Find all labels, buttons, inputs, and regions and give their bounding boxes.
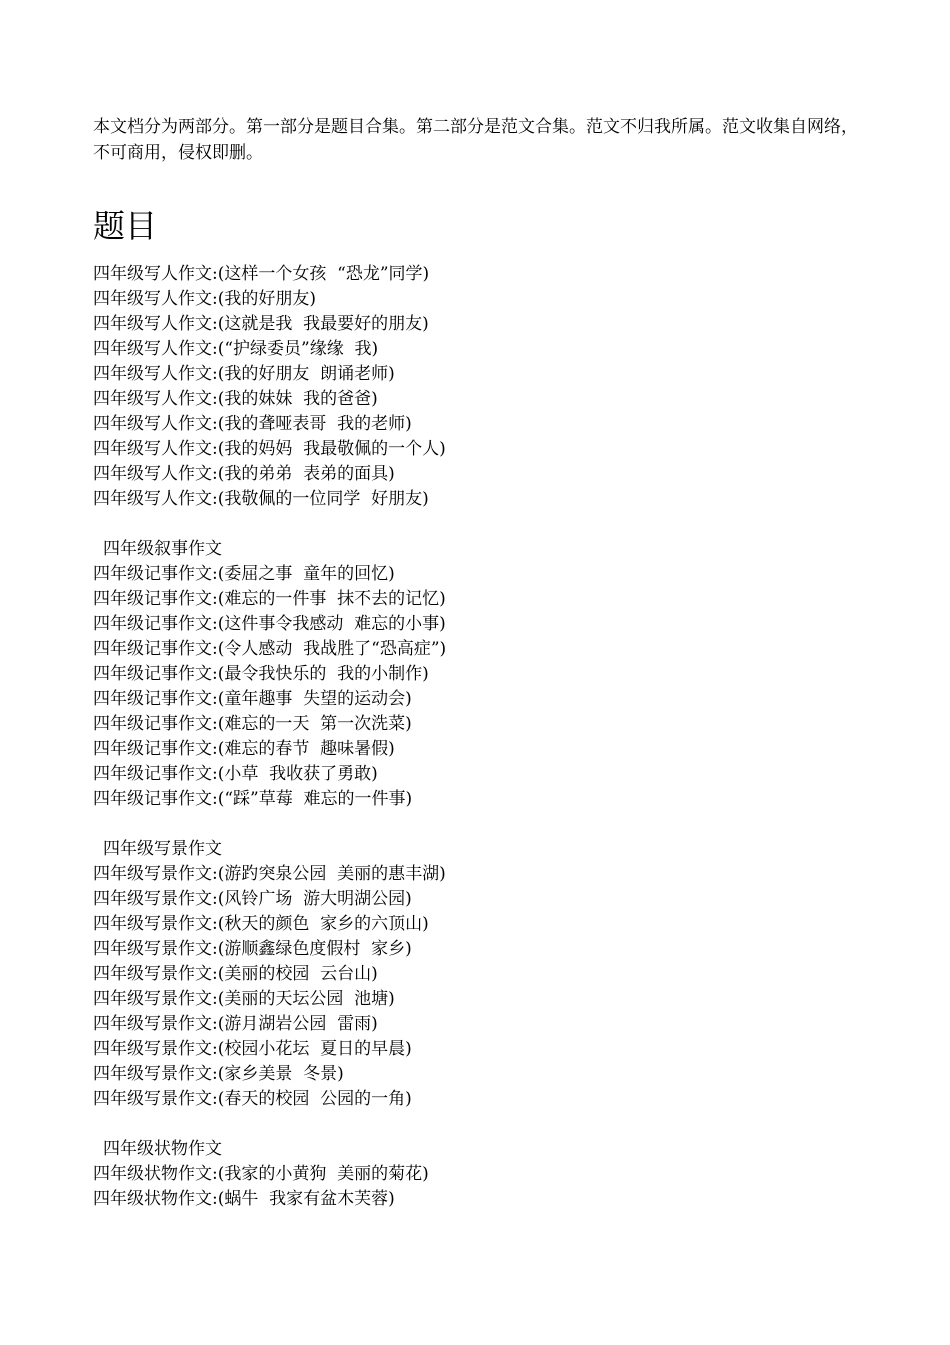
topic-line: 四年级记事作文:(小草 我收获了勇敢) [93,764,378,784]
section-title: 四年级叙事作文 [103,539,222,559]
topic-line: 四年级写人作文:(我的好朋友) [93,289,316,309]
topic-line: 四年级写人作文:(我敬佩的一位同学 好朋友) [93,489,429,509]
topic-line: 四年级记事作文:(这件事令我感动 难忘的小事) [93,614,446,634]
topic-line: 四年级写景作文:(游顺鑫绿色度假村 家乡) [93,939,412,959]
topic-line: 四年级写景作文:(游趵突泉公园 美丽的惠丰湖) [93,864,446,884]
topic-line: 四年级记事作文:(难忘的一件事 抹不去的记忆) [93,589,446,609]
topic-line: 四年级写景作文:(家乡美景 冬景) [93,1064,344,1084]
topic-line: 四年级写景作文:(春天的校园 公园的一角) [93,1089,412,1109]
topic-line: 四年级写景作文:(风铃广场 游大明湖公园) [93,889,412,909]
topic-line: 四年级记事作文:(“踩”草莓 难忘的一件事) [93,789,413,809]
topic-line: 四年级记事作文:(令人感动 我战胜了“恐高症”) [93,639,447,659]
section-title: 四年级状物作文 [103,1139,222,1159]
topic-line: 四年级写景作文:(游月湖岩公园 雷雨) [93,1014,378,1034]
topic-line: 四年级写人作文:(我的妹妹 我的爸爸) [93,389,378,409]
topic-line: 四年级记事作文:(最令我快乐的 我的小制作) [93,664,429,684]
topic-line: 四年级写人作文:(我的聋哑表哥 我的老师) [93,414,412,434]
topic-section [93,837,893,1112]
topic-line: 四年级状物作文:(蜗牛 我家有盆木芙蓉) [93,1189,395,1209]
topic-line: 四年级写景作文:(秋天的颜色 家乡的六顶山) [93,914,429,934]
intro-paragraph: 本文档分为两部分。第一部分是题目合集。第二部分是范文合集。范文不归我所属。范文收集自网络，不可商用，侵权即删。 [93,117,858,163]
topic-list [93,262,893,1237]
topic-line: 四年级记事作文:(委屈之事 童年的回忆) [93,564,395,584]
topic-line: 四年级记事作文:(难忘的一天 第一次洗菜) [93,714,412,734]
topic-section [93,1137,893,1212]
topic-line: 四年级写景作文:(校园小花坛 夏日的早晨) [93,1039,412,1059]
section-title: 四年级写景作文 [103,839,222,859]
topic-section [93,262,893,512]
topic-line: 四年级记事作文:(童年趣事 失望的运动会) [93,689,412,709]
topic-line: 四年级写人作文:(我的妈妈 我最敬佩的一个人) [93,439,446,459]
topic-line: 四年级写人作文:(我的好朋友 朗诵老师) [93,364,395,384]
section-heading: 题目 [93,207,158,245]
topic-line: 四年级写人作文:(这样一个女孩 “恐龙”同学) [93,264,430,284]
topic-section [93,537,893,812]
topic-line: 四年级写景作文:(美丽的天坛公园 池塘) [93,989,395,1009]
topic-line: 四年级写景作文:(美丽的校园 云台山) [93,964,378,984]
topic-line: 四年级写人作文:(“护绿委员”缘缘 我) [93,339,379,359]
topic-line: 四年级写人作文:(这就是我 我最要好的朋友) [93,314,429,334]
topic-line: 四年级写人作文:(我的弟弟 表弟的面具) [93,464,395,484]
topic-line: 四年级状物作文:(我家的小黄狗 美丽的菊花) [93,1164,429,1184]
topic-line: 四年级记事作文:(难忘的春节 趣味暑假) [93,739,395,759]
